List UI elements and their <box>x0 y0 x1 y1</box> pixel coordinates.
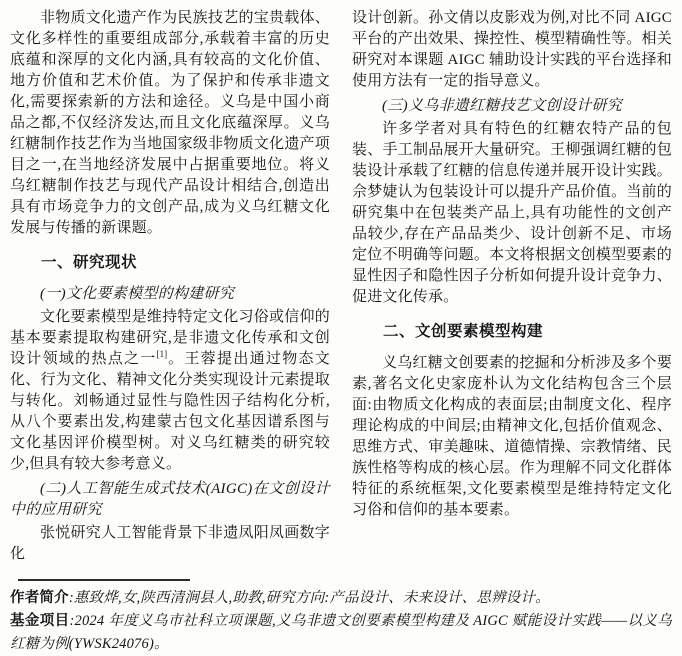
section-heading-model-construction: 二、文创要素模型构建 <box>383 323 544 340</box>
aigc-paragraph-start: 张悦研究人工智能背景下非遗凤阳凤画数字化 <box>10 525 330 562</box>
section-heading-research-status: 一、研究现状 <box>41 254 138 271</box>
fund-project-text: :2024 年度义乌市社科立项课题,义乌非遗文创要素模型构建及 AIGC 赋能设计实践——以义乌红糖为例(YWSK24076)。 <box>10 613 672 652</box>
right-column <box>352 8 672 587</box>
subsection-heading-culture-element-model: (一)文化要素模型的构建研究 <box>40 286 235 302</box>
author-bio-label: 作者简介 <box>10 590 69 606</box>
author-bio-line <box>10 587 672 610</box>
culture-element-text-before-ref: 文化要素模型是维持特定文化习俗或信仰的基本要素提取构建研究,是非遗文化传承和文创设计领域的热点之一 <box>10 309 330 367</box>
model-construction-paragraph: 义乌红糖文创要素的挖掘和分析涉及多个要素,著名文化史家庞朴认为文化结构包含三个层面:由物质文化构成的表面层;由制度文化、程序理论构成的中间层;由精神文化,包括价值观念、思维方式、审美趣味、道德情操、宗教情绪、民族性格等构成的核心层。作为理解不同文化群体特征的系统框架,文化要素模型是维持特定文化习俗和信仰的基本要素。 <box>352 355 672 518</box>
reference-marker-1: [1] <box>156 349 168 359</box>
culture-element-paragraph <box>10 307 330 475</box>
footnote-separator-rule <box>18 579 190 581</box>
subsection-heading-aigc-application: (二)人工智能生成式技术(AIGC)在文创设计中的应用研究 <box>10 481 330 518</box>
fund-project-label: 基金项目 <box>10 613 70 629</box>
page-footnotes <box>10 587 672 656</box>
continuation-paragraph: 设计创新。孙文倩以皮影戏为例,对比不同 AIGC 平台的产出效果、操控性、模型精确性等。相关研究对本课题 AIGC 辅助设计实践的平台选择和使用方法有一定的指导意义。 <box>352 10 672 89</box>
left-column <box>10 8 330 587</box>
fund-project-line <box>10 610 672 656</box>
brown-sugar-research-paragraph: 许多学者对具有特色的红糖农特产品的包装、手工制品展开大量研究。王柳强调红糖的包装设计承载了红糖的信息传递并展开设计实践。佘梦婕认为包装设计可以提升产品价值。当前的研究集中在包装类产品上,具有功能性的文创产品较少,存在产品品类少、设计创新不足、市场定位不明确等问题。本文将根据文创模型要素的显性因子和隐性因子分析如何提升设计竞争力、促进文化传承。 <box>352 121 672 305</box>
two-column-body <box>10 8 672 587</box>
culture-element-text-after-ref: 。王蓉提出通过物态文化、行为文化、精神文化分类实现设计元素提取与转化。刘畅通过显性与隐性因子结构化分析,从八个要素出发,构建蒙古包文化基因谱系图与文化基因评价模型树。对义乌红糖类的研究较少,但具有较大参考意义。 <box>10 351 330 472</box>
author-bio-text: :惠致烨,女,陕西清涧县人,助教,研究方向:产品设计、未来设计、思辨设计。 <box>68 590 550 606</box>
subsection-heading-yiwu-brown-sugar-design: (三)义乌非遗红糖技艺文创设计研究 <box>382 98 623 114</box>
intro-paragraph: 非物质文化遗产作为民族技艺的宝贵载体、文化多样性的重要组成部分,承载着丰富的历史底蕴和深厚的文化内涵,具有较高的文化价值、地方价值和艺术价值。为了保护和传承非遗文化,需要探索新的方法和途径。义乌是中国小商品之都,不仅经济发达,而且文化底蕴深厚。义乌红糖制作技艺作为当地国家级非物质文化遗产项目之一,在当地经济发展中占据重要地位。将义乌红糖制作技艺与现代产品设计相结合,创造出具有市场竞争力的文创产品,成为义乌红糖文化发展与传播的新课题。 <box>10 10 330 236</box>
